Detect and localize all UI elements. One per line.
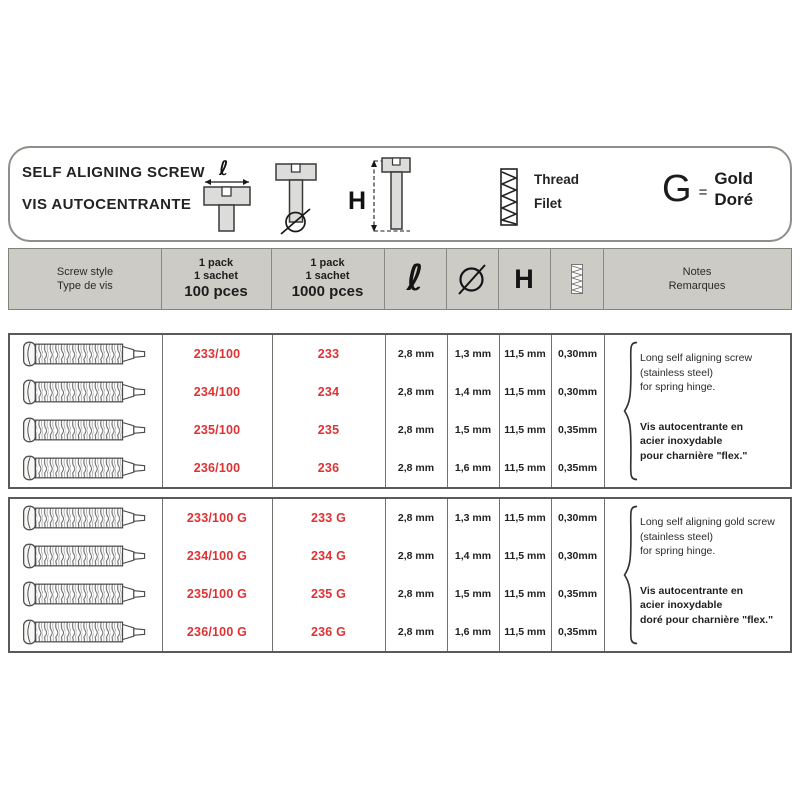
length-value: 2,8 mm (397, 386, 435, 398)
height-value: 11,5 mm (504, 424, 546, 436)
screw-side-view-icon (17, 339, 155, 369)
thread-value: 0,30mm (557, 512, 598, 524)
brace-icon (620, 504, 640, 646)
height-value: 11,5 mm (504, 512, 546, 524)
ref-100-pack: 236/100 (193, 461, 241, 475)
height-value: 11,5 mm (504, 348, 546, 360)
table-row (10, 613, 604, 651)
equals-sign: = (698, 183, 708, 201)
screw-table-block-steel (8, 333, 792, 489)
screw-drawing-cell (10, 449, 162, 487)
note-line: pour charnière "flex." (640, 449, 748, 462)
pack100-line1: 1 pack (198, 257, 234, 269)
screw-table-block-gold (8, 497, 792, 653)
thread-value: 0,35mm (557, 424, 598, 436)
length-value: 2,8 mm (397, 512, 435, 524)
height-value: 11,5 mm (504, 626, 546, 638)
note-line: Vis autocentrante en (640, 420, 744, 433)
ref-100-pack: 234/100 (193, 385, 241, 399)
header-notes-en: Notes (682, 266, 712, 278)
height-dimension-diagram-icon (346, 156, 412, 236)
notes-text (640, 515, 788, 627)
note-line: (stainless steel) (640, 366, 713, 379)
gold-label-en: Gold (714, 169, 754, 188)
diameter-symbol-icon (456, 261, 488, 297)
ref-100-pack: 236/100 G (186, 625, 248, 639)
notes-french (640, 584, 788, 628)
thread-label-en: Thread (534, 172, 580, 187)
header-pack-1000 (271, 249, 385, 309)
diameter-value: 1,5 mm (454, 424, 492, 436)
ref-1000-pack: 236 G (310, 625, 347, 639)
gold-words (714, 168, 753, 210)
diameter-value: 1,4 mm (454, 386, 492, 398)
thread-value: 0,35mm (557, 588, 598, 600)
notes-english (640, 351, 788, 395)
note-line: acier inoxydable (640, 435, 723, 447)
table-row (10, 499, 604, 537)
ref-100-pack: 235/100 G (186, 587, 248, 601)
screw-drawing-cell (10, 537, 162, 575)
height-value: 11,5 mm (504, 550, 546, 562)
screw-side-view-icon (17, 377, 155, 407)
table-row (10, 537, 604, 575)
note-line: Long self aligning gold screw (640, 516, 775, 528)
screw-drawing-cell (10, 411, 162, 449)
length-value: 2,8 mm (397, 462, 435, 474)
ell-symbol: ℓ (406, 258, 424, 299)
ref-1000-pack: 234 (317, 385, 340, 399)
header-screw-style-en: Screw style (56, 266, 114, 278)
thread-value: 0,35mm (557, 626, 598, 638)
ref-100-pack: 233/100 (193, 347, 241, 361)
thread-value: 0,35mm (557, 462, 598, 474)
ref-100-pack: 234/100 G (186, 549, 248, 563)
diameter-value: 1,5 mm (454, 588, 492, 600)
header-screw-style (9, 249, 162, 309)
pack1000-line2: 1 sachet (305, 270, 350, 282)
height-value: 11,5 mm (504, 462, 546, 474)
screw-side-view-icon (17, 503, 155, 533)
notes-french (640, 420, 788, 464)
thread-label-fr: Filet (534, 196, 562, 211)
pack1000-line3: 1000 pces (291, 283, 364, 300)
notes-english (640, 515, 788, 559)
screw-side-view-icon (17, 415, 155, 445)
notes-cell (604, 499, 790, 651)
title-french: VIS AUTOCENTRANTE (22, 196, 192, 213)
length-value: 2,8 mm (397, 626, 435, 638)
gold-label-fr: Doré (714, 190, 754, 209)
note-line: for spring hinge. (640, 545, 716, 557)
length-value: 2,8 mm (397, 348, 435, 360)
note-line: Long self aligning screw (640, 352, 753, 364)
note-line: doré pour charnière "flex." (640, 613, 774, 626)
thread-icon (500, 168, 518, 226)
screw-drawing-cell (10, 575, 162, 613)
diameter-value: 1,6 mm (454, 626, 492, 638)
note-line: for spring hinge. (640, 381, 716, 393)
page-title (22, 164, 205, 213)
length-dimension-diagram-icon (198, 158, 256, 234)
diameter-value: 1,4 mm (454, 550, 492, 562)
ref-1000-pack: 235 G (310, 587, 347, 601)
diameter-value: 1,6 mm (454, 462, 492, 474)
table-row (10, 373, 604, 411)
ref-1000-pack: 234 G (310, 549, 347, 563)
screw-side-view-icon (17, 453, 155, 483)
brace-icon (620, 340, 640, 482)
table-row (10, 411, 604, 449)
thread-value: 0,30mm (557, 386, 598, 398)
gold-legend (662, 168, 753, 210)
diameter-value: 1,3 mm (454, 348, 492, 360)
pack1000-line1: 1 pack (310, 257, 345, 269)
header-thread-symbol (550, 249, 604, 309)
height-value: 11,5 mm (504, 386, 546, 398)
diameter-value: 1,3 mm (454, 512, 492, 524)
svg-text:H: H (348, 187, 367, 215)
ref-1000-pack: 236 (317, 461, 340, 475)
ref-1000-pack: 233 (317, 347, 340, 361)
svg-text:ℓ: ℓ (219, 158, 229, 180)
diameter-dimension-diagram-icon (274, 162, 320, 236)
thread-icon (571, 264, 583, 294)
note-line: (stainless steel) (640, 530, 713, 543)
note-line: Vis autocentrante en (640, 584, 744, 597)
length-value: 2,8 mm (397, 588, 435, 600)
height-symbol: H (514, 263, 534, 294)
notes-cell (604, 335, 790, 487)
screw-drawing-cell (10, 613, 162, 651)
screw-side-view-icon (17, 579, 155, 609)
length-value: 2,8 mm (397, 550, 435, 562)
ref-100-pack: 233/100 G (186, 511, 248, 525)
table-row (10, 449, 604, 487)
notes-text (640, 351, 788, 463)
header-diameter-symbol (446, 249, 499, 309)
header-height-symbol (498, 249, 551, 309)
header-notes (603, 249, 791, 309)
table-row (10, 335, 604, 373)
ref-1000-pack: 233 G (310, 511, 347, 525)
screw-drawing-cell (10, 373, 162, 411)
height-value: 11,5 mm (504, 588, 546, 600)
gold-symbol: G (662, 168, 692, 210)
screw-drawing-cell (10, 499, 162, 537)
screw-side-view-icon (17, 541, 155, 571)
legend-box (8, 146, 792, 242)
header-length-symbol (384, 249, 447, 309)
length-value: 2,8 mm (397, 424, 435, 436)
pack100-line3: 100 pces (184, 283, 248, 300)
thread-value: 0,30mm (557, 348, 598, 360)
table-row (10, 575, 604, 613)
table-header-row (8, 248, 792, 310)
thread-legend-labels (534, 172, 579, 211)
screw-drawing-cell (10, 335, 162, 373)
header-notes-fr: Remarques (668, 280, 726, 292)
ref-1000-pack: 235 (317, 423, 340, 437)
ref-100-pack: 235/100 (193, 423, 241, 437)
pack100-line2: 1 sachet (193, 270, 239, 282)
thread-value: 0,30mm (557, 550, 598, 562)
header-pack-100 (161, 249, 272, 309)
screw-side-view-icon (17, 617, 155, 647)
note-line: acier inoxydable (640, 599, 723, 611)
header-screw-style-fr: Type de vis (57, 280, 113, 292)
title-english: SELF ALIGNING SCREW (22, 164, 205, 181)
